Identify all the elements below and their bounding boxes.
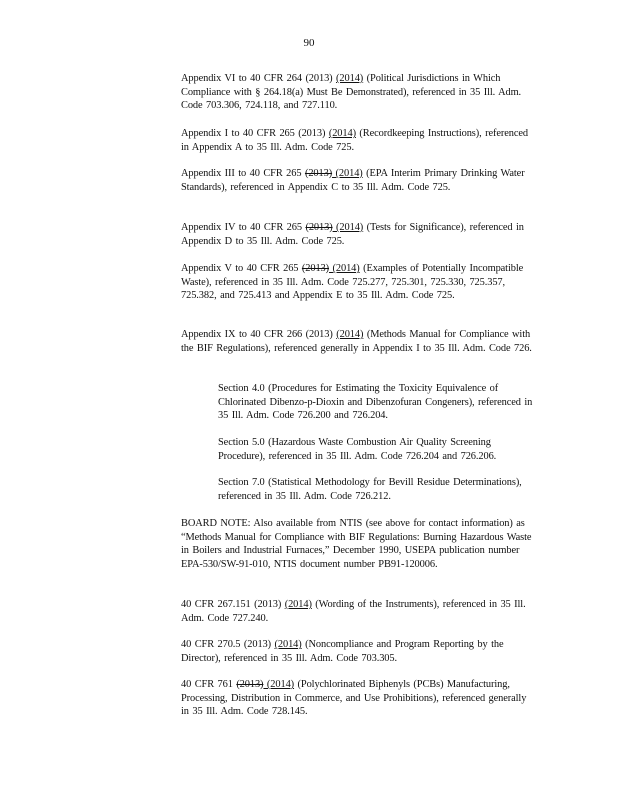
- added-year: (2014): [332, 222, 364, 233]
- added-year: (2014): [332, 168, 363, 179]
- added-year: (2014): [284, 599, 312, 610]
- entry-text: 40 CFR 267.151 (2013): [181, 599, 285, 610]
- deleted-year: (2013): [304, 168, 333, 179]
- section-entry-7-0: Section 7.0 (Statistical Methodology for Bevill Residue Determinations), referenced in 35 Ill. Adm. Code 726.212.: [218, 477, 522, 502]
- reference-entry-app-iii-265: [181, 167, 536, 194]
- reference-entry-app-ix-266: [181, 328, 536, 355]
- entry-text-rest: (Polychlorinated Biphenyls (PCBs) Manufacturing, Processing, Distribution in Commerce, and Use Prohibitions), referenced generally in 35 Ill. Adm. Code 728.145.: [181, 679, 527, 718]
- reference-entry-app-iv-265: [181, 221, 536, 248]
- entry-text-rest: (Methods Manual for Compliance with the BIF Regulations), referenced generally in Appendix I to 35 Ill. Adm. Code 726.: [181, 329, 532, 354]
- entry-text: 40 CFR 761: [181, 679, 237, 690]
- added-year: (2014): [336, 329, 364, 340]
- section-entry-5-0: Section 5.0 (Hazardous Waste Combustion Air Quality Screening Procedure), referenced in 35 Ill. Adm. Code 726.204 and 726.206.: [218, 437, 497, 462]
- entry-text: Appendix IX to 40 CFR 266 (2013): [181, 329, 337, 340]
- added-year: (2014): [336, 73, 364, 84]
- reference-entry-app-vi-264: [181, 72, 536, 113]
- entry-text-rest: (EPA Interim Primary Drinking Water Standards), referenced in Appendix C to 35 Ill. Adm. Code 725.: [181, 168, 525, 193]
- reference-entry-270-5: [181, 638, 536, 665]
- entry-text: 40 CFR 270.5 (2013): [181, 639, 275, 650]
- reference-entry-app-i-265: [181, 127, 536, 154]
- reference-entry-267-151: [181, 598, 536, 625]
- deleted-year: (2013): [305, 222, 333, 233]
- reference-entry-761: [181, 678, 536, 719]
- reference-entry-app-v-265: [181, 262, 536, 303]
- added-year: (2014): [328, 128, 356, 139]
- page-number: 90: [303, 37, 315, 49]
- entry-text-rest: (Examples of Potentially Incompatible Waste), referenced in 35 Ill. Adm. Code 725.277, 725.301, 725.330, 725.357, 725.382, and 725.413 and Appendix E to 35 Ill. Adm. Code 725.: [181, 263, 524, 302]
- entry-text: Appendix VI to 40 CFR 264 (2013): [181, 73, 337, 84]
- added-year: (2014): [329, 263, 360, 274]
- entry-text-rest: (Noncompliance and Program Reporting by the Director), referenced in 35 Ill. Adm. Code 703.305.: [181, 639, 504, 664]
- entry-text: Appendix V to 40 CFR 265: [181, 263, 302, 274]
- entry-text: Appendix III to 40 CFR 265: [181, 168, 305, 179]
- entry-text-rest: (Political Jurisdictions in Which Compliance with § 264.18(a) Must Be Demonstrated), referenced in 35 Ill. Adm. Code 703.306, 724.118, and 727.110.: [181, 73, 522, 112]
- deleted-year: (2013): [236, 679, 264, 690]
- entry-text-rest: (Wording of the Instruments), referenced in 35 Ill. Adm. Code 727.240.: [181, 599, 526, 624]
- entry-text: Appendix IV to 40 CFR 265: [181, 222, 306, 233]
- entry-text-rest: (Recordkeeping Instructions), referenced in Appendix A to 35 Ill. Adm. Code 725.: [181, 128, 528, 153]
- entry-text-rest: (Tests for Significance), referenced in Appendix D to 35 Ill. Adm. Code 725.: [181, 222, 524, 247]
- added-year: (2014): [263, 679, 295, 690]
- deleted-year: (2013): [301, 263, 330, 274]
- added-year: (2014): [274, 639, 302, 650]
- entry-text: Appendix I to 40 CFR 265 (2013): [181, 128, 329, 139]
- board-note: BOARD NOTE: Also available from NTIS (see above for contact information) as “Methods Manual for Compliance with BIF Regulations: Burning Hazardous Waste in Boilers and Industrial Furnaces,” December 1990, USEPA publication number EPA-530/SW-91-010, NTIS document number PB91-120006.: [181, 518, 532, 570]
- section-entry-4-0: Section 4.0 (Procedures for Estimating the Toxicity Equivalence of Chlorinated Dibenzo-p-Dioxin and Dibenzofuran Congeners), referenced in 35 Ill. Adm. Code 726.200 and 726.204.: [218, 383, 533, 422]
